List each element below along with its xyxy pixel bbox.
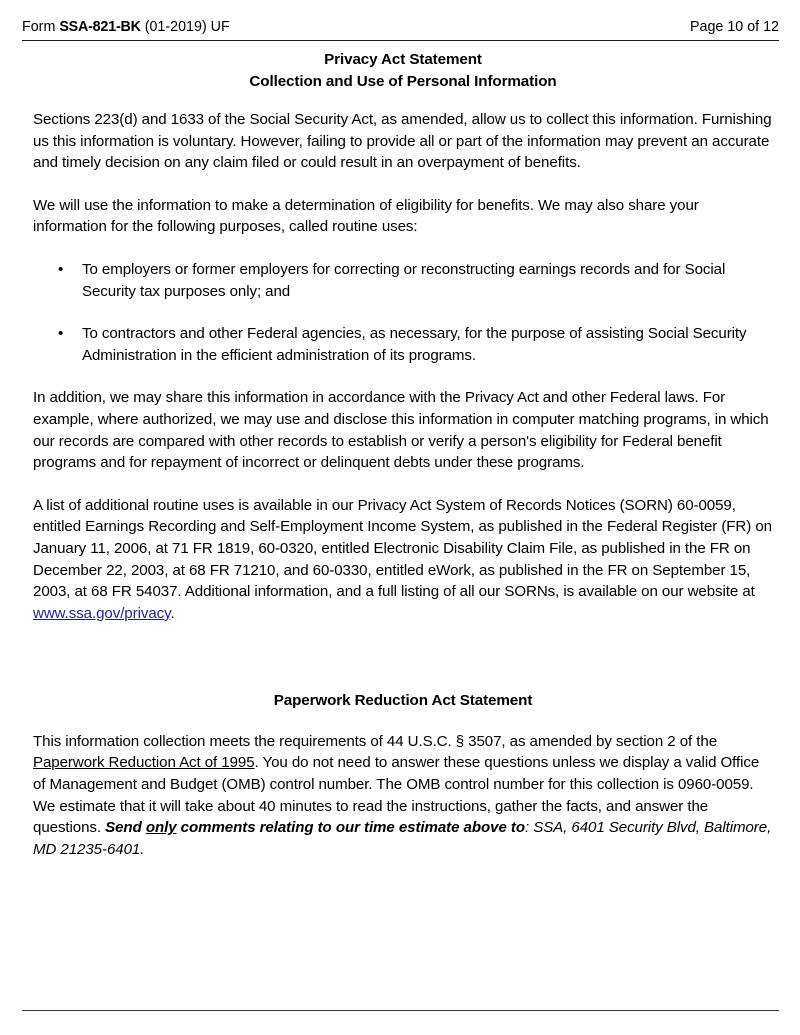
list-item — [33, 259, 773, 302]
page-indicator: Page 10 of 12 — [689, 19, 779, 35]
privacy-paragraph-3: In addition, we may share this information in accordance with the Privacy Act and other Federal laws. For example, where authorized, we may use and disclose this information in computer matching programs, in which our records are compared with other records to establish or verify a person's eligibility for Federal benefit programs and for repayment of incorrect or delinquent debts under these programs. — [33, 389, 769, 472]
pra-comments-directive — [105, 819, 525, 836]
form-number: SSA-821-BK — [59, 19, 141, 35]
form-prefix-label: Form — [22, 19, 60, 35]
pra-text-part-1: This information collection meets the requirements of 44 U.S.C. § 3507, as amended by section 2 of the — [33, 732, 718, 750]
pra-directive-tail: comments relating to our time estimate above to — [176, 819, 525, 837]
pra-mailing-address: : SSA, 6401 Security Blvd, Baltimore, MD 21235-6401. — [33, 819, 772, 858]
ssa-privacy-link[interactable]: www.ssa.gov/privacy — [33, 604, 171, 622]
pra-act-name-underlined: Paperwork Reduction Act of 1995 — [33, 754, 255, 772]
page-header — [22, 19, 779, 36]
spacer — [33, 366, 773, 387]
pra-text-part-2: . You do not need to answer these questions unless we display a valid Office of Management and Budget (OMB) control number. The OMB control number for this collection is 0960-0059. We estimate that it will take about 40 minutes to read the instructions, gather the facts, and answer the questions. — [33, 754, 760, 837]
privacy-act-title-line-2: Collection and Use of Personal Information — [249, 72, 557, 90]
privacy-act-title — [33, 49, 773, 92]
bullet-icon: • — [58, 260, 64, 278]
privacy-paragraph-4 — [33, 495, 773, 625]
privacy-paragraph-1: Sections 223(d) and 1633 of the Social Security Act, as amended, allow us to collect this information. Furnishing us this information is voluntary. However, failing to provide all or part of the information may prevent an accurate and timely decision on any claim filed or could result in an overpayment of benefits. — [33, 111, 772, 172]
spacer — [33, 474, 773, 495]
pra-directive-only-word: only — [145, 819, 177, 837]
bullet-icon: • — [58, 325, 64, 343]
list-item — [33, 323, 773, 366]
privacy-act-title-line-1: Privacy Act Statement — [324, 51, 482, 68]
pra-directive-lead: Send — [105, 819, 146, 837]
header-divider-rule — [22, 40, 779, 41]
sorn-text-before-link: A list of additional routine uses is available in our Privacy Act System of Records Notices (SORN) 60-0059, entitled Earnings Recording and Self-Employment Income System, as published in the Federal Register (FR) on January 11, 2006, at 71 FR 1819, 60-0320, entitled Electronic Disability Claim File, as published in the FR on December 22, 2003, at 68 FR 71210, and 60-0330, entitled eWork, as published in the FR on September 15, 2003, at 68 FR 54037. Additional information, and a full listing of all our SORNs, is available on our website at — [33, 496, 772, 601]
spacer — [33, 712, 773, 731]
page-content — [33, 49, 773, 860]
form-suffix-label: (01-2019) UF — [140, 19, 230, 35]
list-item-text: To contractors and other Federal agencies, as necessary, for the purpose of assisting Social Security Administration in the efficient administration of its programs. — [82, 325, 747, 364]
spacer — [33, 92, 773, 109]
privacy-paragraph-2: We will use the information to make a determination of eligibility for benefits. We may also share your information for the following purposes, called routine uses: — [33, 196, 699, 236]
spacer — [33, 174, 773, 195]
footer-divider-rule — [22, 1010, 779, 1011]
paperwork-reduction-title: Paperwork Reduction Act Statement — [273, 692, 533, 710]
spacer — [33, 238, 773, 259]
routine-uses-list — [33, 259, 773, 366]
list-item-text: To employers or former employers for correcting or reconstructing earnings records and for Social Security tax purposes only; and — [82, 260, 726, 300]
paperwork-reduction-paragraph — [33, 731, 773, 861]
form-identifier — [22, 19, 230, 36]
spacer — [33, 624, 773, 690]
sorn-text-after-link: . — [170, 604, 175, 622]
